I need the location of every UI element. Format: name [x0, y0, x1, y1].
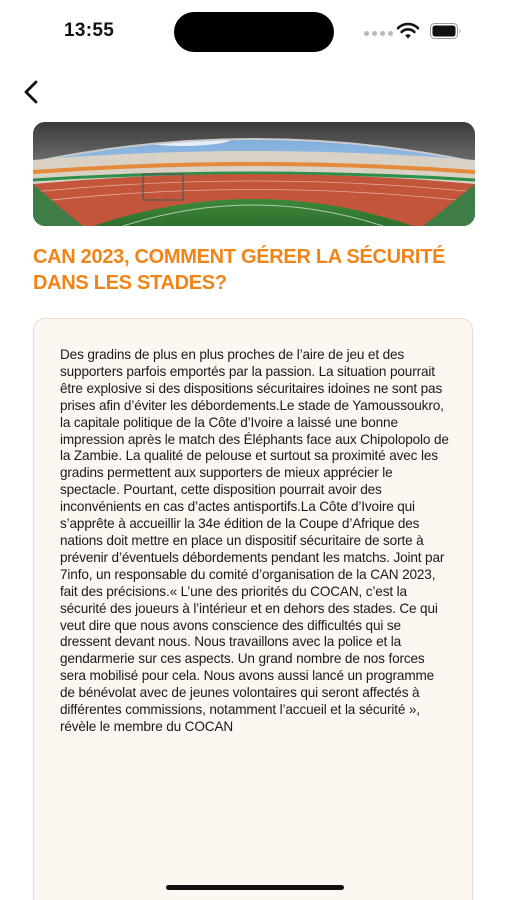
article-title: CAN 2023, COMMENT GÉRER LA SÉCURITÉ DANS LES STADES?: [33, 246, 446, 294]
dynamic-island: [174, 12, 334, 52]
status-bar: [0, 0, 507, 64]
battery-icon: [430, 23, 462, 39]
home-indicator: [166, 885, 344, 890]
chevron-left-icon: [22, 79, 40, 105]
back-button[interactable]: [14, 74, 48, 110]
signal-dots-icon: [364, 31, 393, 36]
status-time: 13:55: [64, 20, 115, 41]
article-body: Des gradins de plus en plus proches de l’aire de jeu et des supporters parfois emportés par la passion. La situation pourrait être explosive si des dispositions sécuritaires idoines ne sont pas prises afin d’éviter les débordements.Le stade de Yamoussoukro, la capitale politique de la Côte d’Ivoire a laissé une bonne impression après le match des Éléphants face aux Chipolopolo de la Zambie. La qualité de pelouse et surtout sa proximité avec les gradins permettent aux supporters de mieux apprécier le spectacle. Pourtant, cette disposition pourrait avoir des inconvénients en cas d’actes antisportifs.La Côte d’Ivoire qui s’apprête à accueillir la 34e édition de la Coupe d’Afrique des nations doit mettre en place un dispositif sécuritaire de sorte à prévenir d’éventuels débordements pendant les matchs. Joint par 7info, un responsable du comité d’organisation de la CAN 2023, fait des précisions.« L’une des priorités du COCAN, c’est la sécurité des joueurs à l’intérieur et en dehors des stades. Ce qui veut dire que nous avons conscience des difficultés qui se dressent devant nous. Nous travaillons avec la police et la gendarmerie sur ces aspects. Un grand nombre de nos forces sera mobilisé pour cela. Nous avons aussi lancé un programme de bénévolat avec de jeunes volontaires qui seront affectés à différentes commissions, notamment l’accueil et la sécurité », révèle le membre du COCAN: [60, 347, 449, 734]
article-card: [33, 318, 473, 900]
article-hero-image: [33, 122, 475, 226]
wifi-icon: [396, 22, 420, 40]
